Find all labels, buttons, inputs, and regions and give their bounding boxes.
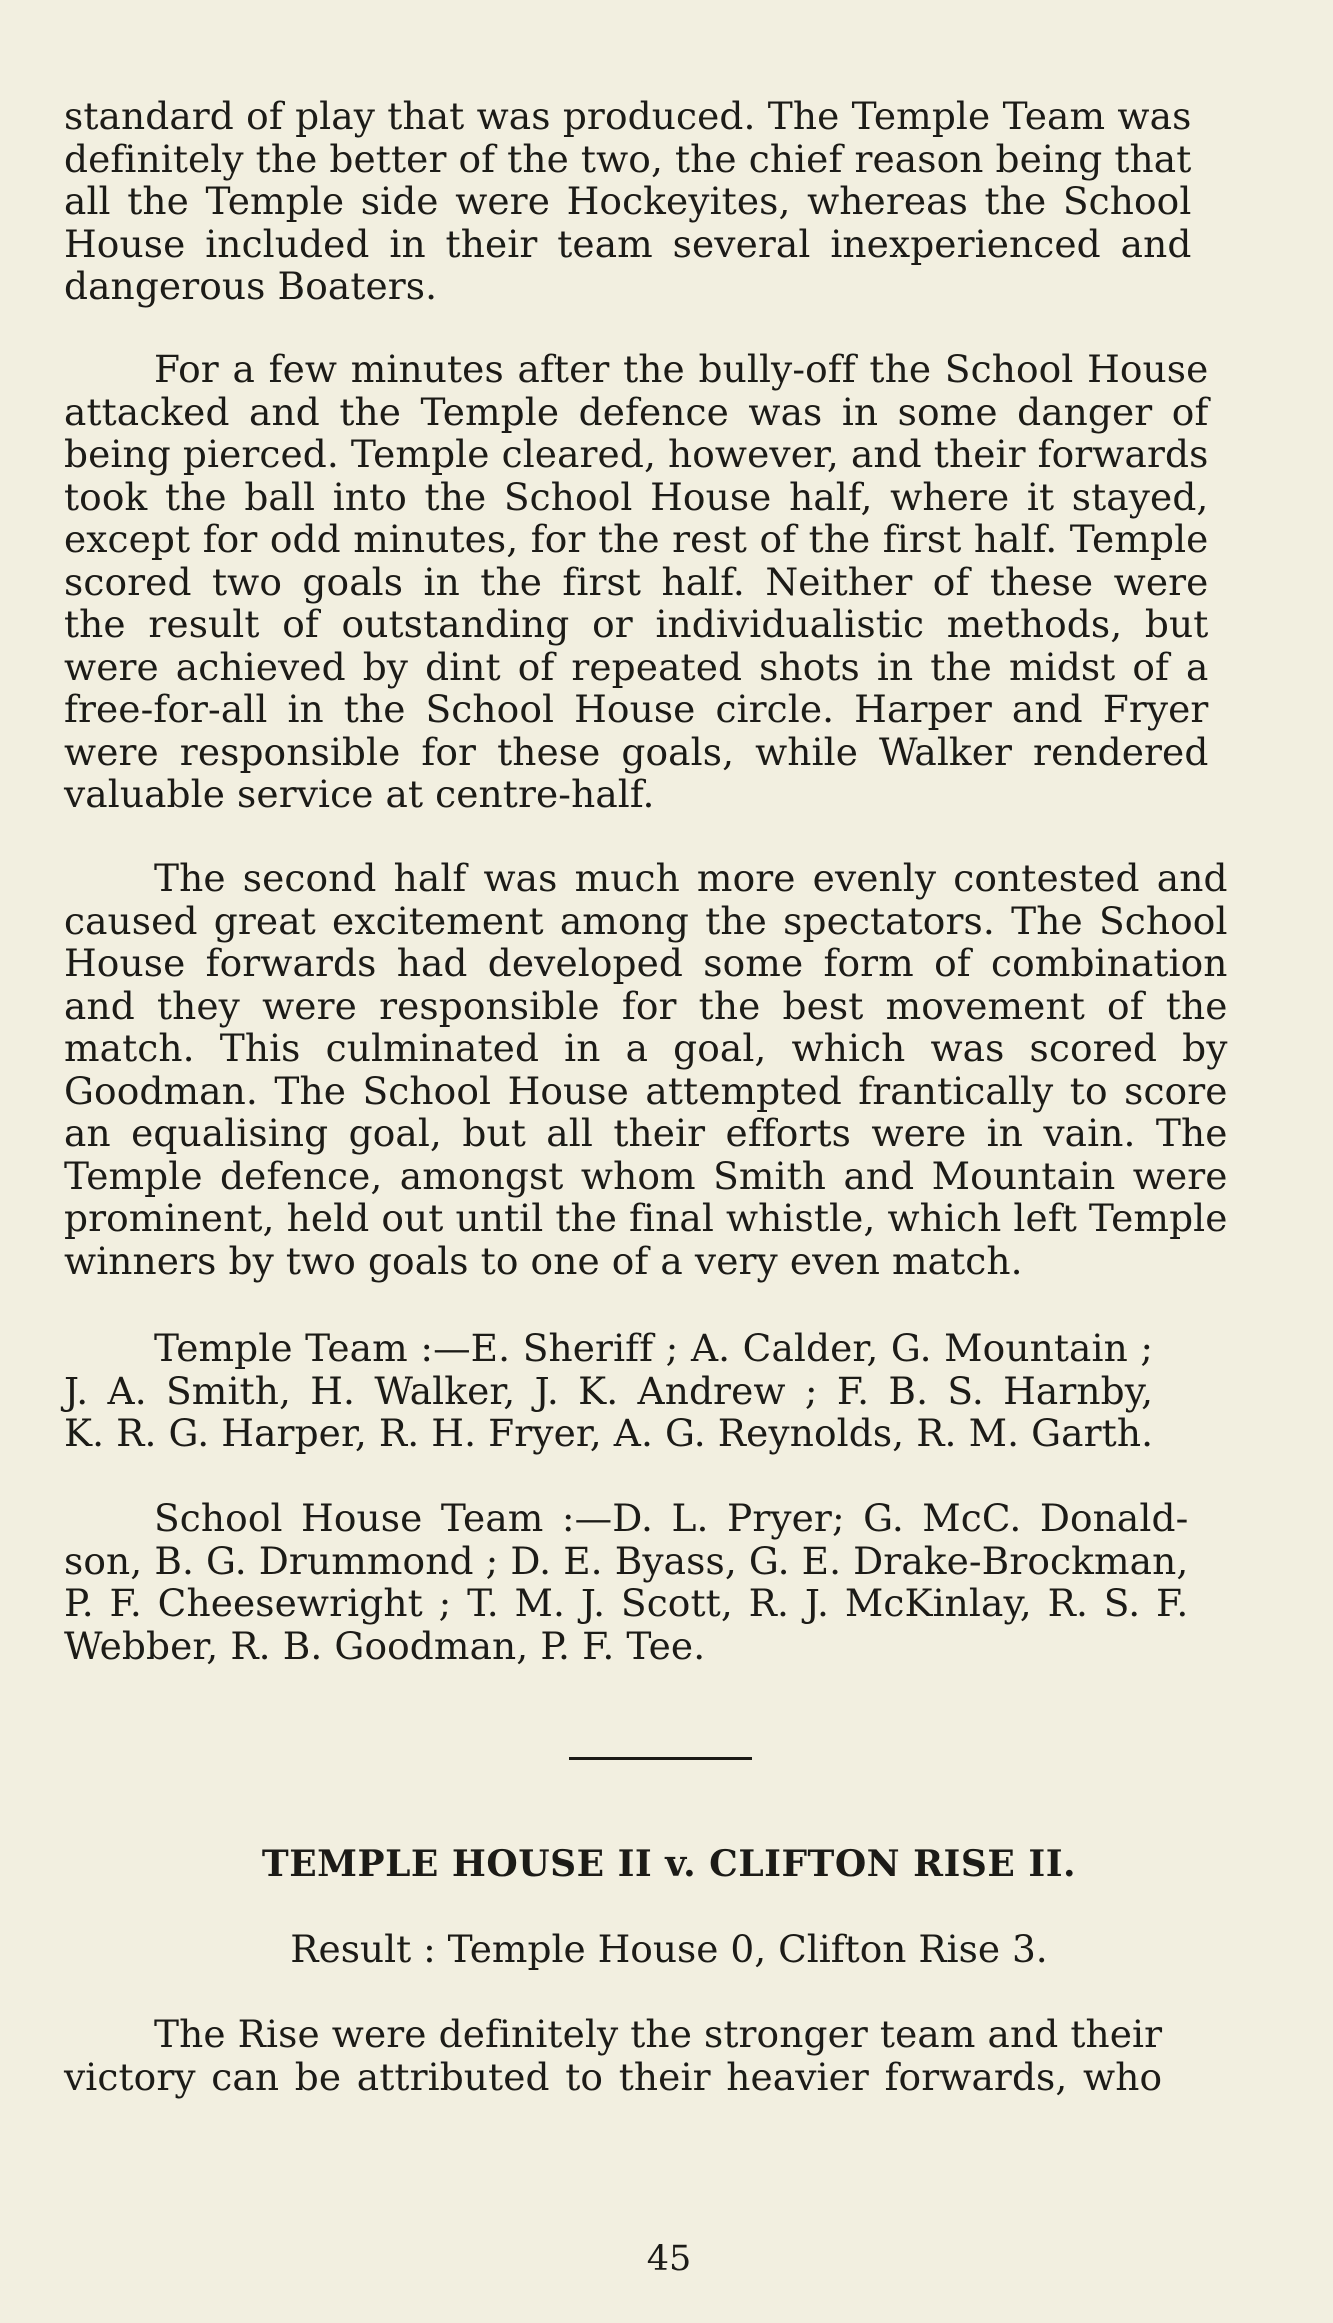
text-line: match. This culminated in a goal, which was scored by bbox=[64, 1026, 1228, 1070]
text-line: dangerous Boaters. bbox=[64, 264, 438, 308]
text-line: House forwards had developed some form of combination bbox=[64, 941, 1228, 985]
text-line: standard of play that was produced. The Temple Team was bbox=[64, 94, 1192, 138]
text-line: victory can be attributed to their heavier forwards, who bbox=[64, 2054, 1163, 2099]
paragraph-temple-team bbox=[64, 1327, 1153, 1455]
text-line: were achieved by dint of repeated shots in the midst of a bbox=[64, 644, 1209, 689]
paragraph-rise-match bbox=[64, 2013, 1162, 2098]
text-line: Temple defence, amongst whom Smith and Mountain were bbox=[64, 1153, 1228, 1198]
text-line: and they were responsible for the best movement of the bbox=[64, 983, 1228, 1028]
text-line: House included in their team several inexperienced and bbox=[64, 221, 1192, 266]
text-line: except for odd minutes, for the rest of the first half. Temple bbox=[64, 517, 1209, 561]
text-line: an equalising goal, but all their efforts were in vain. The bbox=[64, 1111, 1228, 1155]
text-line: Temple Team :—E. Sheriff ; A. Calder, G. Mountain ; bbox=[154, 1326, 1154, 1370]
text-line: caused great excitement among the spectators. The School bbox=[64, 898, 1228, 943]
text-line: The Rise were definitely the stronger team and their bbox=[154, 2012, 1163, 2056]
text-line: prominent, held out until the final whistle, which left Temple bbox=[64, 1196, 1228, 1240]
text-line: School House Team :—D. L. Pryer; G. McC. Donald- bbox=[154, 1496, 1189, 1540]
text-line: Goodman. The School House attempted frantically to score bbox=[64, 1068, 1228, 1113]
text-line: Webber, R. B. Goodman, P. F. Tee. bbox=[64, 1623, 706, 1668]
text-line: the result of outstanding or individualistic methods, but bbox=[64, 602, 1209, 646]
text-line: winners by two goals to one of a very even match. bbox=[64, 1238, 1023, 1283]
text-line: all the Temple side were Hockeyites, whereas the School bbox=[64, 179, 1192, 223]
text-line: were responsible for these goals, while Walker rendered bbox=[64, 729, 1209, 774]
paragraph-match-intro bbox=[64, 95, 1191, 308]
text-line: attacked and the Temple defence was in some danger of bbox=[64, 389, 1209, 434]
text-line: free-for-all in the School House circle. Harper and Fryer bbox=[64, 687, 1209, 731]
text-line: K. R. G. Harper, R. H. Fryer, A. G. Reynolds, R. M. Garth. bbox=[64, 1411, 1154, 1455]
text-line: son, B. G. Drummond ; D. E. Byass, G. E. Drake-Brockman, bbox=[64, 1538, 1189, 1583]
paragraph-school-house-team bbox=[64, 1497, 1188, 1667]
page-number: 45 bbox=[646, 2239, 692, 2279]
text-line: took the ball into the School House half, where it stayed, bbox=[64, 474, 1209, 519]
section-heading: TEMPLE HOUSE II v. CLIFTON RISE II. bbox=[261, 1843, 1077, 1885]
text-line: For a few minutes after the bully-off the School House bbox=[154, 347, 1209, 391]
text-line: definitely the better of the two, the chief reason being that bbox=[64, 136, 1192, 181]
text-line: J. A. Smith, H. Walker, J. K. Andrew ; F. B. S. Harnby, bbox=[64, 1368, 1154, 1413]
match-result: Result : Temple House 0, Clifton Rise 3. bbox=[290, 1927, 1048, 1971]
section-divider bbox=[569, 1757, 752, 1760]
paragraph-first-half bbox=[64, 348, 1208, 816]
text-line: scored two goals in the first half. Neither of these were bbox=[64, 559, 1209, 604]
text-line: valuable service at centre-half. bbox=[64, 772, 655, 816]
text-line: The second half was much more evenly contested and bbox=[154, 856, 1228, 900]
text-line: P. F. Cheesewright ; T. M. J. Scott, R. J. McKinlay, R. S. F. bbox=[64, 1581, 1189, 1625]
text-line: being pierced. Temple cleared, however, and their forwards bbox=[64, 432, 1209, 476]
paragraph-second-half bbox=[64, 857, 1228, 1282]
